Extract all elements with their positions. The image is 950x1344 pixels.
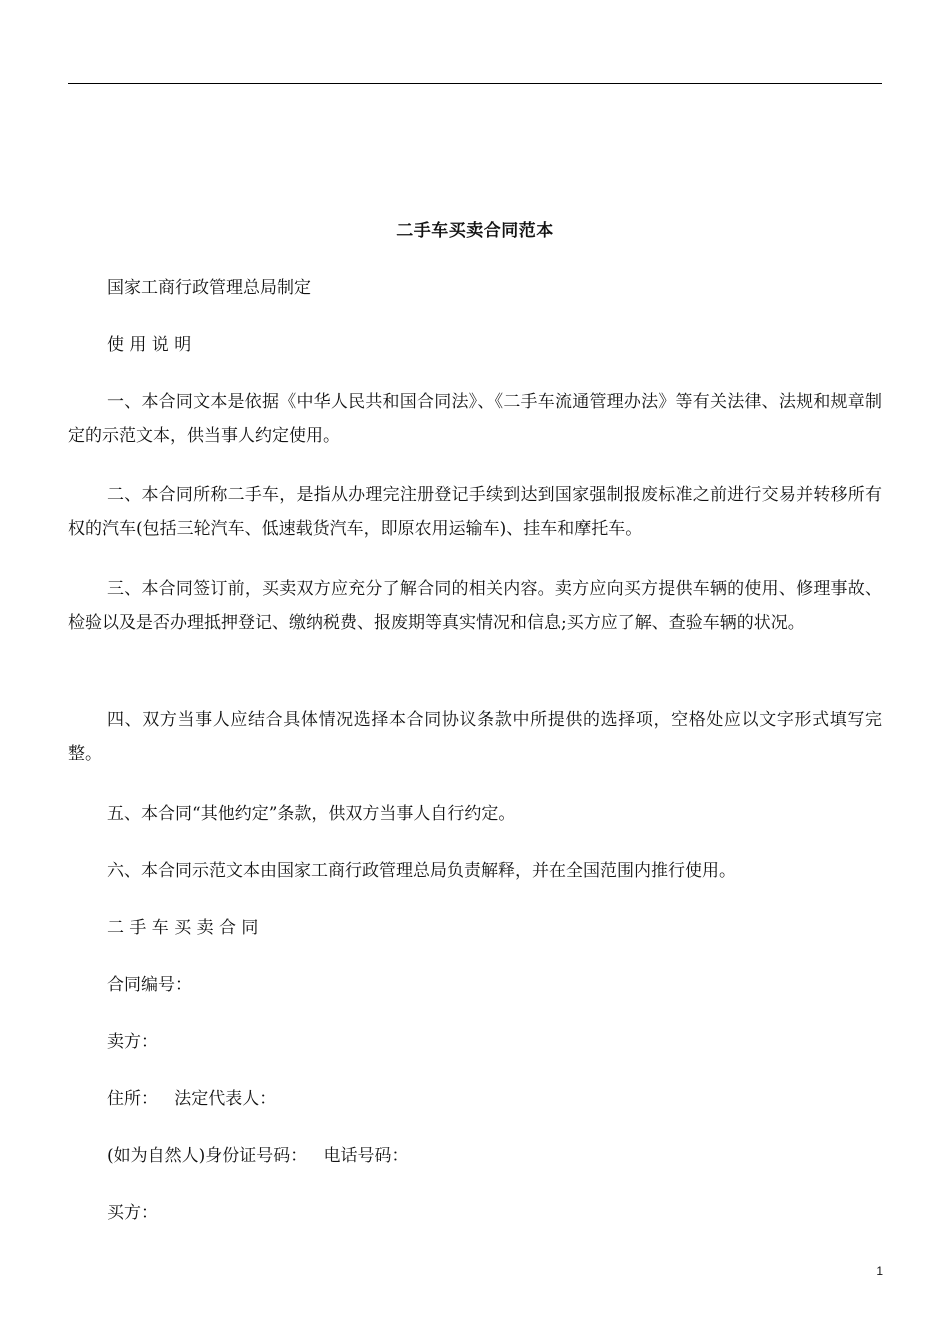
id-phone-field: (如为自然人)身份证号码： 电话号码： bbox=[107, 1146, 409, 1166]
contract-number-field: 合同编号： bbox=[107, 975, 192, 995]
document-title: 二手车买卖合同范本 bbox=[396, 221, 554, 241]
clause-2: 二、本合同所称二手车，是指从办理完注册登记手续到达到国家强制报废标准之前进行交易并转移所有权的汽车(包括三轮汽车、低速载货汽车，即原农用运输车)、挂车和摩托车。 bbox=[68, 485, 882, 539]
clause-6: 六、本合同示范文本由国家工商行政管理总局负责解释，并在全国范围内推行使用。 bbox=[107, 861, 736, 881]
page-number: 1 bbox=[876, 1264, 883, 1278]
usage-heading: 使 用 说 明 bbox=[107, 335, 192, 355]
clause-1: 一、本合同文本是依据《中华人民共和国合同法》、《二手车流通管理办法》等有关法律、法规和规章制定的示范文本，供当事人约定使用。 bbox=[68, 392, 882, 446]
seller-field: 卖方： bbox=[107, 1032, 158, 1052]
address-representative-field: 住所： 法定代表人： bbox=[107, 1089, 277, 1109]
clause-3: 三、本合同签订前，买卖双方应充分了解合同的相关内容。卖方应向买方提供车辆的使用、修理事故、检验以及是否办理抵押登记、缴纳税费、报废期等真实情况和信息;买方应了解、查验车辆的状况。 bbox=[68, 579, 882, 633]
clause-5: 五、本合同“其他约定”条款，供双方当事人自行约定。 bbox=[107, 804, 516, 824]
buyer-field: 买方： bbox=[107, 1203, 158, 1223]
issuer-line: 国家工商行政管理总局制定 bbox=[107, 278, 311, 298]
header-rule bbox=[68, 83, 882, 84]
clause-4: 四、双方当事人应结合具体情况选择本合同协议条款中所提供的选择项，空格处应以文字形式填写完整。 bbox=[68, 710, 882, 764]
contract-heading: 二 手 车 买 卖 合 同 bbox=[107, 918, 259, 938]
